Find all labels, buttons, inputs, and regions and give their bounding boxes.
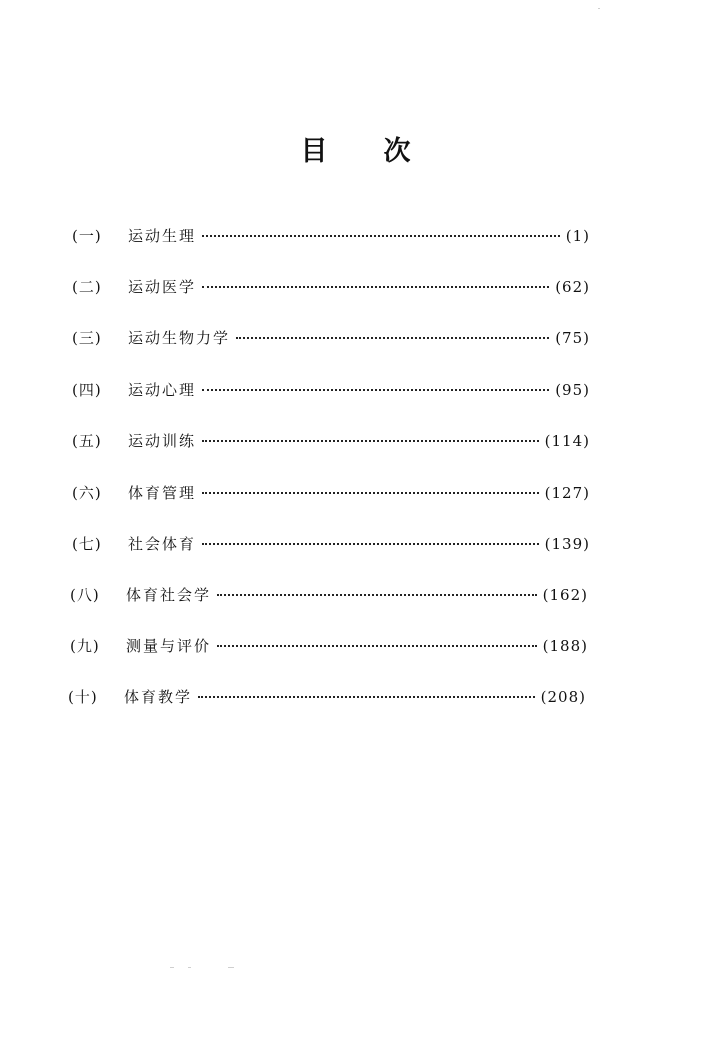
toc-entry-9 — [70, 634, 588, 658]
toc-entry-page: (62) — [555, 278, 590, 296]
scan-speck — [188, 967, 191, 968]
toc-entry-8 — [70, 583, 588, 607]
scan-speck — [228, 967, 234, 968]
toc-entry-title: 运动训练 — [128, 432, 197, 450]
toc-entry-number: (二) — [72, 278, 102, 296]
toc-entry-7 — [72, 532, 590, 556]
toc-entry-title: 运动医学 — [128, 278, 197, 296]
toc-entry-number: (九) — [70, 637, 100, 655]
toc-dot-leader — [202, 235, 560, 237]
toc-entry-number: (八) — [70, 586, 100, 604]
page-title-char-1: 目 — [300, 136, 330, 167]
toc-entry-number: (三) — [72, 329, 102, 347]
toc-entry-number: (四) — [72, 381, 102, 399]
toc-entry-page: (139) — [544, 535, 590, 553]
toc-entry-number: (六) — [72, 484, 102, 502]
toc-dot-leader — [202, 543, 539, 545]
toc-dot-leader — [202, 492, 539, 494]
toc-entry-6 — [72, 481, 590, 505]
toc-entry-page: (75) — [555, 329, 590, 347]
toc-dot-leader — [217, 645, 537, 647]
toc-dot-leader — [202, 286, 549, 288]
toc-entry-page: (114) — [544, 432, 590, 450]
toc-entry-title: 运动生物力学 — [128, 329, 231, 347]
toc-dot-leader — [236, 337, 549, 339]
toc-entry-page: (162) — [542, 586, 588, 604]
toc-dot-leader — [217, 594, 537, 596]
toc-entry-3 — [72, 326, 590, 350]
toc-entry-page: (1) — [565, 227, 590, 245]
toc-entry-title: 体育社会学 — [126, 586, 212, 604]
toc-dot-leader — [202, 389, 549, 391]
toc-entry-title: 体育教学 — [124, 688, 193, 706]
toc-entry-page: (208) — [540, 688, 586, 706]
toc-entry-5 — [72, 429, 590, 453]
toc-entry-title: 运动心理 — [128, 381, 197, 399]
toc-entry-number: (十) — [68, 688, 98, 706]
toc-entry-4 — [72, 378, 590, 402]
toc-dot-leader — [202, 440, 539, 442]
toc-entry-title: 社会体育 — [128, 535, 197, 553]
toc-entry-2 — [72, 275, 590, 299]
toc-entry-title: 运动生理 — [128, 227, 197, 245]
toc-entry-1 — [72, 224, 590, 248]
toc-entry-10 — [68, 685, 586, 709]
toc-entry-number: (五) — [72, 432, 102, 450]
toc-entry-page: (127) — [544, 484, 590, 502]
toc-entry-number: (一) — [72, 227, 102, 245]
toc-dot-leader — [198, 696, 535, 698]
toc-entry-title: 体育管理 — [128, 484, 197, 502]
scan-speck — [598, 8, 600, 9]
scan-speck — [170, 967, 174, 968]
toc-entry-number: (七) — [72, 535, 102, 553]
toc-entry-page: (188) — [542, 637, 588, 655]
page-title-char-2: 次 — [383, 136, 413, 167]
toc-entry-page: (95) — [555, 381, 590, 399]
toc-entry-title: 测量与评价 — [126, 637, 212, 655]
